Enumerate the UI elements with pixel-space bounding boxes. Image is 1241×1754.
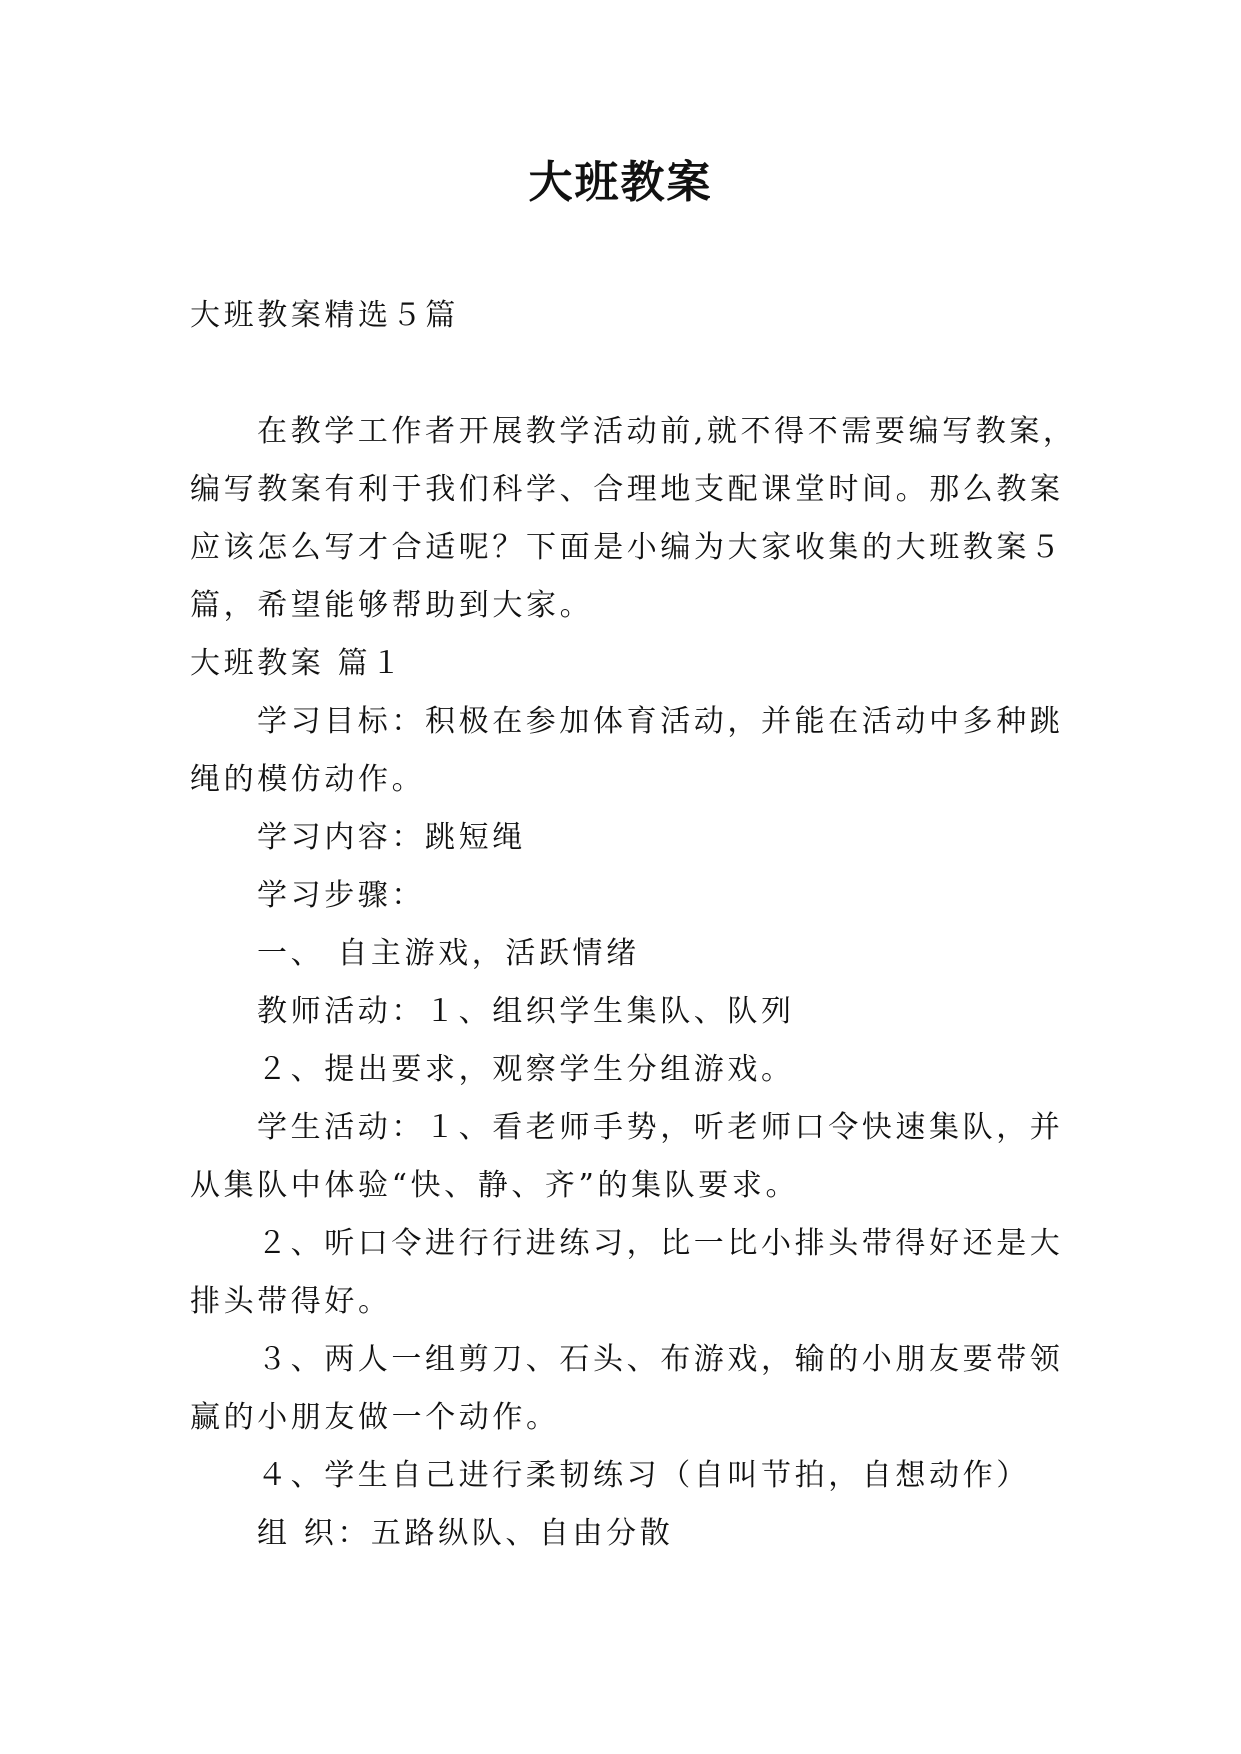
paragraph-line: 从集队中体验“快、静、齐”的集队要求。 <box>190 1168 800 1203</box>
paragraph-line: 学习内容：跳短绳 <box>257 820 526 855</box>
paragraph-line: 一、 自主游戏，活跃情绪 <box>257 936 640 971</box>
paragraph-line: 排头带得好。 <box>190 1284 392 1319</box>
paragraph-line: 学生活动：１、看老师手势，听老师口令快速集队，并 <box>257 1110 1064 1145</box>
document-title: 大班教案 <box>528 157 713 208</box>
paragraph-line: ２、听口令进行行进练习，比一比小排头带得好还是大 <box>257 1226 1064 1261</box>
paragraph-line: ２、提出要求，观察学生分组游戏。 <box>257 1052 795 1087</box>
paragraph-line: 学习步骤： <box>257 878 425 913</box>
paragraph-line: 学习目标：积极在参加体育活动，并能在活动中多种跳 <box>257 704 1064 739</box>
section-heading: 大班教案 篇１ <box>190 646 405 681</box>
paragraph-line: 赢的小朋友做一个动作。 <box>190 1400 560 1435</box>
paragraph-line: 编写教案有利于我们科学、合理地支配课堂时间。那么教案 <box>190 472 1064 507</box>
paragraph-line: ３、两人一组剪刀、石头、布游戏，输的小朋友要带领 <box>257 1342 1064 1377</box>
paragraph-line: 绳的模仿动作。 <box>190 762 426 797</box>
paragraph-line: 篇，希望能够帮助到大家。 <box>190 588 594 623</box>
paragraph-line: 在教学工作者开展教学活动前,就不得不需要编写教案， <box>257 414 1077 449</box>
document-subtitle: 大班教案精选５篇 <box>190 298 459 333</box>
paragraph-line: 组 织：五路纵队、自由分散 <box>257 1516 674 1551</box>
paragraph-line: 应该怎么写才合适呢？下面是小编为大家收集的大班教案５ <box>190 530 1064 565</box>
paragraph-line: ４、学生自己进行柔韧练习（自叫节拍，自想动作） <box>257 1458 1030 1493</box>
paragraph-line: 教师活动：１、组织学生集队、队列 <box>257 994 795 1029</box>
